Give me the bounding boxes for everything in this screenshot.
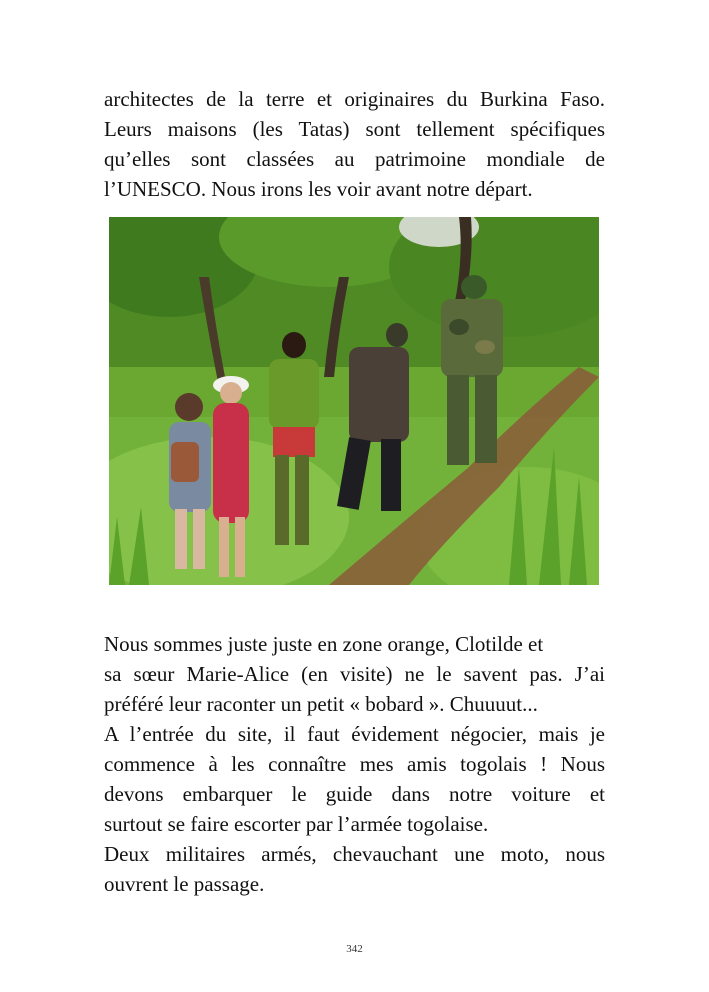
text-line: qu’elles sont classées au patrimoine mondiale de	[104, 147, 605, 171]
text-line: A l’entrée du site, il faut évidement négocier, mais je	[104, 722, 605, 746]
page-number: 342	[346, 943, 363, 955]
text-line: devons embarquer le guide dans notre voiture et	[104, 782, 605, 806]
text-line: Nous sommes juste juste en zone orange, Clotilde et	[104, 632, 544, 656]
text-line: préféré leur raconter un petit « bobard ». Chuuuut...	[104, 692, 538, 716]
paragraph-top	[104, 84, 605, 204]
text-line: surtout se faire escorter par l’armée togolaise.	[104, 812, 489, 836]
text-line: sa sœur Marie-Alice (en visite) ne le savent pas. J’ai	[104, 662, 605, 686]
text-line: Leurs maisons (les Tatas) sont tellement spécifiques	[104, 117, 605, 141]
text-line: architectes de la terre et originaires du Burkina Faso.	[104, 87, 605, 111]
paragraph-bottom	[104, 629, 605, 899]
text-line: commence à les connaître mes amis togolais ! Nous	[104, 752, 605, 776]
text-line: l’UNESCO. Nous irons les voir avant notre départ.	[104, 177, 533, 201]
text-line: Deux militaires armés, chevauchant une moto, nous	[104, 842, 605, 866]
hiking-photo	[109, 217, 599, 585]
text-line: ouvrent le passage.	[104, 872, 265, 896]
